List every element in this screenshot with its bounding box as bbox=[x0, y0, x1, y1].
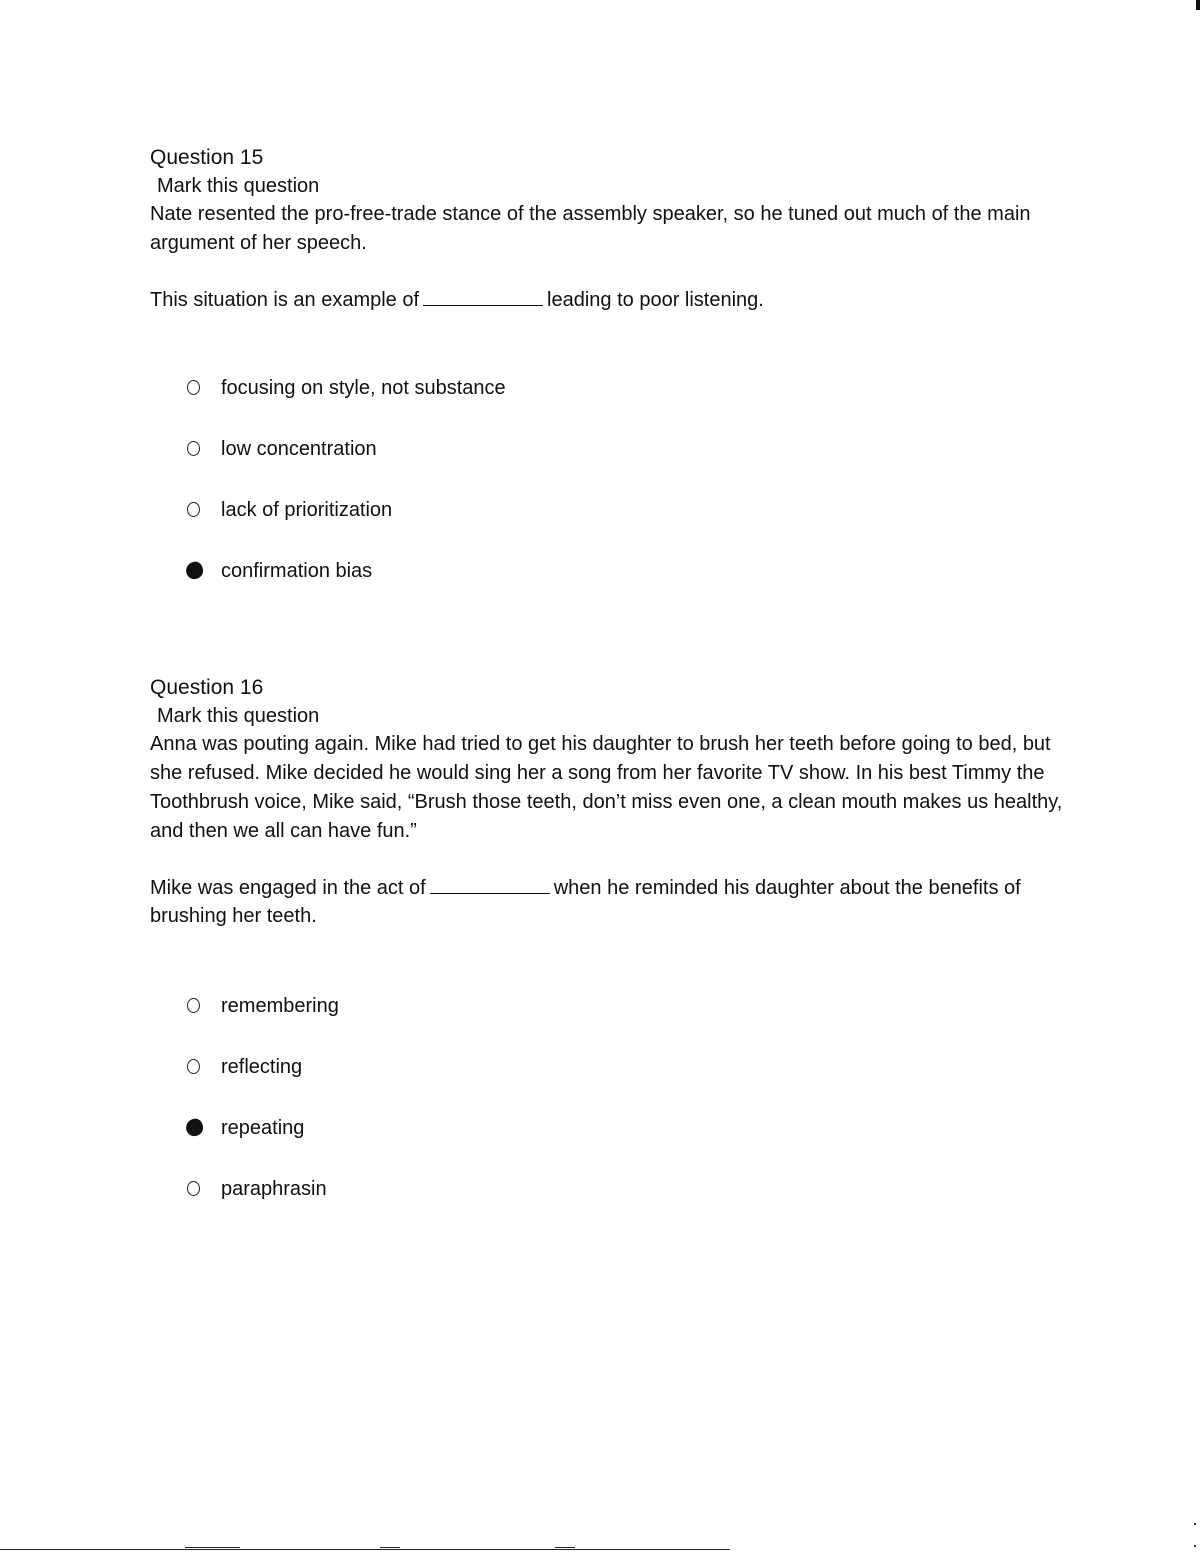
radio-button-selected[interactable] bbox=[184, 1117, 206, 1139]
option-label: focusing on style, not substance bbox=[221, 377, 506, 399]
option-label: low concentration bbox=[221, 438, 377, 460]
question-text: Anna was pouting again. Mike had tried to get his daughter to brush her teeth before going to bed, but she refused. Mike decided he would sing her a song from her favorite TV show. In his best Timmy the Toothbrush voice, Mike said, “Brush those teeth, don’t miss even one, a clean mouth makes us healthy, and then we all can have fun.” bbox=[150, 733, 1063, 842]
radio-button[interactable] bbox=[187, 998, 200, 1013]
bottom-rule-segment bbox=[185, 1547, 240, 1548]
question-title: Question 16 bbox=[150, 676, 264, 699]
answer-option[interactable] bbox=[150, 435, 1080, 496]
answer-option[interactable] bbox=[150, 1175, 1080, 1236]
answer-option[interactable] bbox=[150, 1114, 1080, 1175]
option-label: repeating bbox=[221, 1117, 305, 1139]
question-15 bbox=[150, 144, 1080, 618]
answer-blank bbox=[423, 289, 543, 306]
question-prompt bbox=[150, 286, 1080, 314]
bottom-rule bbox=[0, 1549, 730, 1550]
prompt-after: leading to poor listening. bbox=[547, 289, 764, 311]
answer-option[interactable] bbox=[150, 992, 1080, 1053]
radio-button[interactable] bbox=[187, 1059, 200, 1074]
prompt-before: This situation is an example of bbox=[150, 289, 420, 311]
mark-question-link[interactable]: Mark this question bbox=[157, 705, 320, 727]
bottom-rule-segment bbox=[380, 1547, 400, 1548]
answer-blank bbox=[430, 877, 550, 894]
answer-options bbox=[150, 374, 1080, 618]
answer-option[interactable] bbox=[150, 1053, 1080, 1114]
answer-option[interactable] bbox=[150, 374, 1080, 435]
page-edge-mark bbox=[1196, 0, 1200, 10]
radio-button[interactable] bbox=[187, 502, 200, 517]
prompt-before: Mike was engaged in the act of bbox=[150, 877, 426, 899]
question-prompt bbox=[150, 874, 1080, 930]
question-text: Nate resented the pro-free-trade stance of the assembly speaker, so he tuned out much of the main argument of her speech. bbox=[150, 203, 1031, 254]
radio-button[interactable] bbox=[187, 1181, 200, 1196]
mark-question-link[interactable]: Mark this question bbox=[157, 175, 320, 197]
option-label: remembering bbox=[221, 995, 339, 1017]
radio-button[interactable] bbox=[187, 441, 200, 456]
radio-button-selected[interactable] bbox=[184, 560, 206, 582]
question-title: Question 15 bbox=[150, 146, 264, 169]
page-edge-dot bbox=[1194, 1523, 1196, 1525]
option-label: confirmation bias bbox=[221, 560, 373, 582]
radio-button[interactable] bbox=[187, 380, 200, 395]
bottom-rule-segment bbox=[555, 1547, 575, 1548]
option-label: reflecting bbox=[221, 1056, 303, 1078]
prompt-after: when he reminded his daughter about the benefits of brushing her teeth. bbox=[150, 877, 1021, 927]
answer-option[interactable] bbox=[150, 557, 1080, 618]
answer-options bbox=[150, 992, 1080, 1236]
option-label: paraphrasin bbox=[221, 1178, 327, 1200]
option-label: lack of prioritization bbox=[221, 499, 393, 521]
page-edge-dot bbox=[1194, 1545, 1196, 1547]
question-16 bbox=[150, 674, 1080, 1236]
answer-option[interactable] bbox=[150, 496, 1080, 557]
